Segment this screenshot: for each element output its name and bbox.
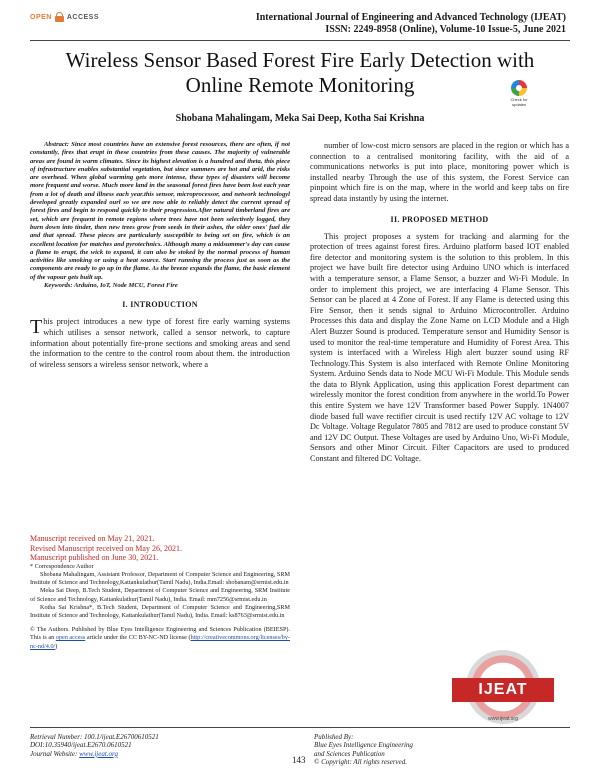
journal-name: International Journal of Engineering and Advanced Technology (IJEAT)	[255, 12, 566, 23]
manuscript-notes	[30, 534, 290, 651]
website-link[interactable]: www.ijeat.org	[79, 749, 119, 758]
keywords-line: Keywords: Arduino, IoT, Node MCU, Forest Fire	[44, 282, 178, 290]
journal-header	[256, 12, 566, 36]
paper-authors: Shobana Mahalingam, Meka Sai Deep, Kotha Sai Krishna	[175, 113, 425, 124]
published-by: Published By:	[314, 733, 354, 741]
ijeat-logo-url: www.ijeat.org	[488, 716, 518, 722]
section-heading-proposed-method: II. PROPOSED METHOD	[390, 214, 489, 224]
license-statement	[30, 626, 290, 651]
license-pre: © The Authors. Published by Blue Eyes Intelligence Engineering and Sciences Publication (BEIESP). This is an	[30, 626, 290, 642]
website-label: Journal Website:	[30, 749, 80, 758]
check-updates-icon	[511, 80, 527, 96]
open-access-label: OPEN	[30, 13, 52, 21]
author-affiliation-1: Shobana Mahalingam, Assistant Professor, Department of Computer Science and Engineering, SRM Institute of Science and Technology,Kattankulathur(Tamil Nadu), India.Email: shobanam@srmist.edu.in	[30, 570, 290, 587]
proposed-method-text: This project proposes a system for tracking and alarming for the protection of trees against forest fires. Arduino platform based IOT enabled fire detector and monitoring system is the solution to this problem. In this project we have built fire detector using Arduino UNO which is interfaced with a temperature sensor, a Flame Sensor, a buzzer and Wi-Fi Module. In order to implement this project, we are interfacing 4 Flame Sensor. This Sensor can be placed at 4 Zone of Forest. If any Flame is detected using this Fire Sensor, then it sends signal to Arduino Microcontroller. Arduino Processes this data and display the Zone Name on LCD Module and a High Alert Buzzer Sound is produced. Temperature sensor and Humidity Sensor is used to monitor the real-time temperature and Humidity of Forest Area. This system is interfaced with a Wireless High alert buzzer sound using RF Technology.This System is also interfaced with Remote Online Monitoring System. Arduino Sends data to Node MCU Wi-Fi Module. This Module sends the data to Blynk Application, using this application Forest department can wirelessly monitor the forest condition from anywhere in the world.To Power this entire System we have 12V Transformer based Power Supply. 1N4007 diode based full wave rectifier circuit is used rectify 12V AC voltage to 12V Dc Voltage. Voltage Regulator 7805 and 7812 are used to produce constant 5V and 12V DC Output. These Voltages are used by Arduino Uno, Wi-Fi Module, Sensors and other Minor Circuit. Filter Capacitors are used to produced Constant and filtered DC Voltage.	[310, 231, 569, 464]
right-column	[310, 141, 569, 465]
correspondence-note: * Correspondence Author	[30, 562, 94, 570]
left-column	[30, 141, 290, 370]
footer-divider	[30, 727, 570, 728]
retrieval-number: Retrieval Number: 100.1/ijeat.E26700610521	[30, 733, 159, 741]
introduction-body: his project introduces a new type of forest fire early warning systems which utilises a sensor network, called a sensor network, to capture information about potentially fire-prone sections and smoking areas and send the information to the centre to the control room about them. the introduction of wireless sensors a wireless sensor network, where a	[30, 317, 290, 369]
page-number: 143	[292, 755, 306, 765]
access-label: ACCESS	[66, 13, 100, 21]
manuscript-revised: Revised Manuscript received on May 26, 2021.	[30, 543, 182, 553]
author-affiliation-3: Kotha Sai Krishna*, B.Tech Student, Department of Computer Science and Engineering,SRM Institute of Science and Technology, Kattankulathur(Tamil Nadu), India. Email: ks8763@srmist.edu.in	[30, 603, 290, 619]
check-for-updates-badge[interactable]	[508, 80, 530, 107]
license-url-link[interactable]: http://creativecommons.org/licenses/by-nc-nd/4.0/	[30, 634, 290, 650]
ijeat-logo-text: IJEAT	[452, 678, 554, 702]
drop-cap: T	[30, 316, 43, 339]
footer-left	[30, 733, 159, 758]
journal-issn: ISSN: 2249-8958 (Online), Volume-10 Issue-5, June 2021	[325, 24, 566, 35]
manuscript-published: Manuscript published on June 30, 2021.	[30, 553, 159, 563]
ijeat-logo	[452, 650, 554, 730]
author-affiliation-2: Meka Sai Deep, B.Tech Student, Department of Computer Science and Engineering, SRM Institute of Science and Technology, Kattankulathur(Tamil Nadu), India. Email: mm7256@srmist.edu.in	[30, 587, 290, 603]
manuscript-received: Manuscript received on May 21, 2021.	[30, 534, 155, 543]
check-updates-label: Check for updates	[510, 97, 528, 107]
introduction-text	[30, 317, 290, 370]
footer-right	[314, 733, 413, 767]
license-mid: article under the CC BY-NC-ND license (	[85, 634, 191, 642]
header-divider	[30, 40, 570, 41]
copyright: © Copyright: All rights reserved.	[314, 758, 408, 767]
publisher-line-2: and Sciences Publication	[314, 749, 385, 758]
abstract-text: Abstract: Since most countries have an extensive forest resources, there are often, if not constantly, fires that erupt in these countries from these causes. The majority of vulnerable areas are found in warm climates. Since its highest elevation is a hundred and theta, this piece of infrastructure enables substantial vegetation, but since summers are hot and arid, the risks are overhead. When global warming gets more intense, these types of disasters will become more frequent and worse. Much more land in the seasonal forest fires have been lost each year from a lot of death and illness each year.this sensor, microprocessor, and network technologyl developed greatly expanded ourl so we are now able to reliably detect the current spread of forest fires and begin to respond quickly to their progression.After natural timberland fires are set, which are frequent in remote regions where trees have not been selectively logged, they burn down into tinder, then new trees grow from seeds in their ashes, the older ones' fuel die and that spread. These pieces are particularly susceptible to being set on fire, which is an excellent location for matches and pyrotechnics. Although many a midsummer's day can cause a flame to erupt, the wick to expand, it can also be stoked by the normal process of human activities like smoking or using a heat source. Start running the process just as soon as the components are ready to go up in the flame. As the breeze expands the flame, the basic element of the vapour gets built up.	[30, 141, 290, 281]
section-heading-introduction: I. INTRODUCTION	[122, 300, 198, 310]
publisher-line-1: Blue Eyes Intelligence Engineering	[314, 741, 413, 750]
journal-website	[30, 750, 159, 758]
doi: DOI:10.35940/ijeat.E2670.0610521	[30, 741, 132, 750]
paper-title: Wireless Sensor Based Forest Fire Early Detection with Online Remote Monitoring	[65, 48, 535, 97]
open-lock-icon	[55, 12, 64, 22]
open-access-link[interactable]: open access	[55, 634, 86, 642]
license-end: )	[55, 642, 58, 650]
open-access-logo	[30, 12, 99, 22]
introduction-continuation: number of low-cost micro sensors are placed in the region or which has a connection to a centralised monitoring facility, with the aid of a communications networks is put into place, monitoring power which is installed nearby Through the use of this system, the Forest Service can pinpoint which fire is on the map, where in the world and keep tabs on fire spread data instantly by using the internet.	[310, 141, 569, 203]
